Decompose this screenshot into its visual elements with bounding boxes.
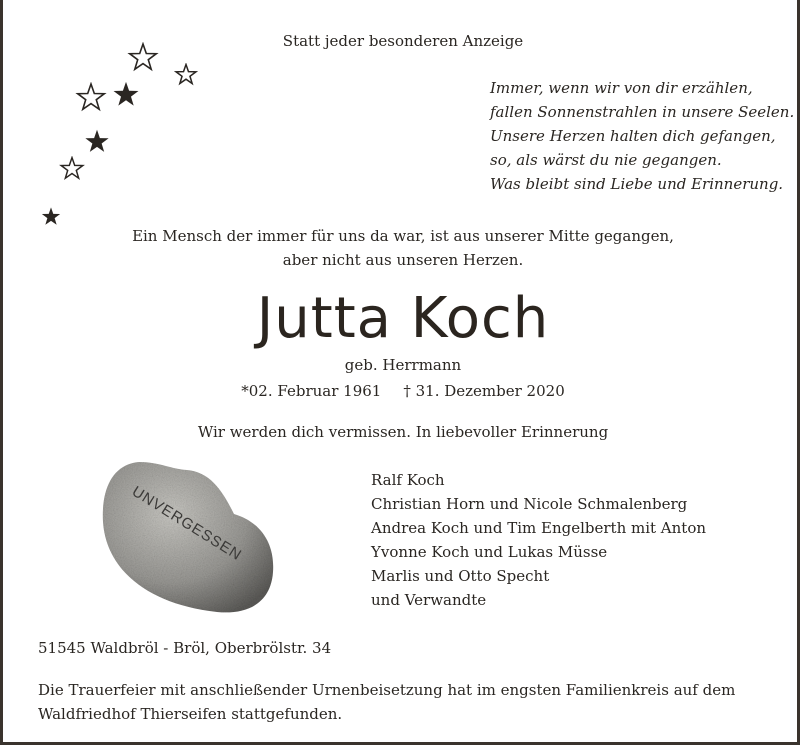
ceremony-line: Waldfriedhof Thierseifen stattgefunden. (38, 705, 343, 723)
mourners-list (371, 468, 706, 612)
poem-line: fallen Sonnenstrahlen in unsere Seelen. (490, 103, 795, 121)
mourner-line: Christian Horn und Nicole Schmalenberg (371, 495, 688, 513)
poem-line: Immer, wenn wir von dir erzählen, (490, 79, 753, 97)
star-outline-icon (127, 42, 159, 74)
mourner-line: Ralf Koch (371, 471, 445, 489)
deceased-name: Jutta Koch (256, 286, 550, 351)
heart-engraving: UNVERGESSEN (128, 482, 245, 565)
birth-name: geb. Herrmann (344, 356, 462, 374)
poem-line: so, als wärst du nie gegangen. (490, 151, 722, 169)
star-outline-icon (174, 63, 198, 87)
address: 51545 Waldbröl - Bröl, Oberbrölstr. 34 (38, 639, 332, 657)
intro-line: aber nicht aus unseren Herzen. (282, 251, 524, 269)
heart-stone-image (99, 452, 279, 622)
intro-text (3, 224, 800, 272)
death-date: † 31. Dezember 2020 (403, 382, 565, 400)
life-dates (3, 382, 800, 400)
ceremony-text (38, 678, 735, 726)
poem (490, 76, 794, 196)
intro-line: Ein Mensch der immer für uns da war, ist aus unserer Mitte gegangen, (132, 227, 674, 245)
star-filled-icon (83, 128, 111, 156)
mourner-line: Marlis und Otto Specht (371, 567, 550, 585)
poem-line: Was bleibt sind Liebe und Erinnerung. (490, 175, 784, 193)
star-outline-icon (59, 156, 85, 182)
mourner-line: und Verwandte (371, 591, 487, 609)
mourner-line: Yvonne Koch und Lukas Müsse (371, 543, 608, 561)
star-filled-icon (111, 80, 141, 110)
mourner-line: Andrea Koch und Tim Engelberth mit Anton (371, 519, 707, 537)
star-outline-icon (75, 82, 107, 114)
ceremony-line: Die Trauerfeier mit anschließender Urnenbeisetzung hat im engsten Familienkreis auf dem (38, 681, 736, 699)
farewell-text: Wir werden dich vermissen. In liebevoller Erinnerung (197, 423, 609, 441)
birth-date: *02. Februar 1961 (241, 382, 382, 400)
poem-line: Unsere Herzen halten dich gefangen, (490, 127, 776, 145)
notice-heading: Statt jeder besonderen Anzeige (282, 32, 524, 50)
